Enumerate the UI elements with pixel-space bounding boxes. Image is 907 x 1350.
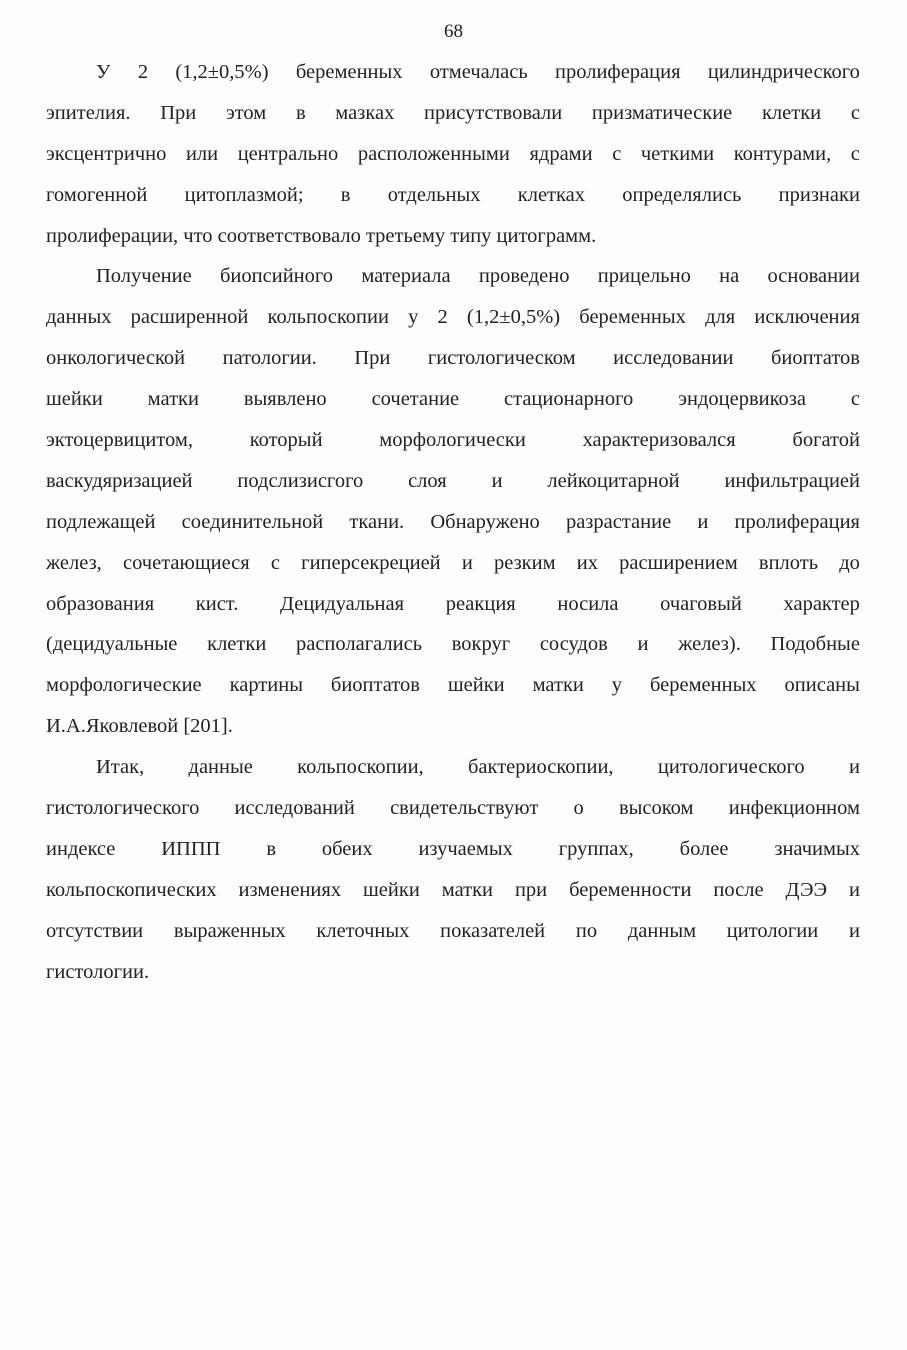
text-line: эксцентрично или центрально расположенными ядрами с четкими контурами, с [46,142,860,165]
text-line: образования кист. Децидуальная реакция носила очаговый характер [46,592,860,615]
paragraph-2 [46,256,860,747]
paragraph-1 [46,52,860,256]
text-line: кольпоскопических изменениях шейки матки при беременности после ДЭЭ и [46,878,860,901]
body-text [46,52,860,992]
text-line: желез, сочетающиеся с гиперсекрецией и резким их расширением вплоть до [46,551,860,574]
text-line: эпителия. При этом в мазках присутствовали призматические клетки с [46,101,860,124]
text-line: гистологии. [46,960,150,983]
text-line: И.А.Яковлевой [201]. [46,715,233,738]
text-line: подлежащей соединительной ткани. Обнаружено разрастание и пролиферация [46,510,860,533]
text-line: гомогенной цитоплазмой; в отдельных клетках определялись признаки [46,183,860,206]
text-line: данных расширенной кольпоскопии у 2 (1,2±0,5%) беременных для исключения [46,306,860,329]
text-line: пролиферации, что соответствовало третьему типу цитограмм. [46,224,597,247]
text-line: У 2 (1,2±0,5%) беременных отмечалась пролиферация цилиндрического [96,61,860,83]
text-line: Получение биопсийного материала проведено прицельно на основании [96,265,860,288]
text-line: Итак, данные кольпоскопии, бактериоскопии, цитологического и [96,756,860,779]
text-line: (децидуальные клетки располагались вокруг сосудов и желез). Подобные [46,633,860,656]
text-line: индексе ИППП в обеих изучаемых группах, более значимых [46,837,860,860]
text-line: шейки матки выявлено сочетание стационарного эндоцервикоза с [46,388,860,411]
text-line: отсутствии выраженных клеточных показателей по данным цитологии и [46,919,860,942]
text-line: васкудяризацией подслизисгого слоя и лейкоцитарной инфильтрацией [46,469,860,492]
text-line: эктоцервицитом, который морфологически характеризовался богатой [46,429,860,452]
text-line: гистологического исследований свидетельствуют о высоком инфекционном [46,797,860,820]
text-line: морфологические картины биоптатов шейки матки у беременных описаны [46,674,860,697]
page-number: 68 [444,21,463,42]
text-line: онкологической патологии. При гистологическом исследовании биоптатов [46,347,860,370]
paragraph-3 [46,747,860,992]
